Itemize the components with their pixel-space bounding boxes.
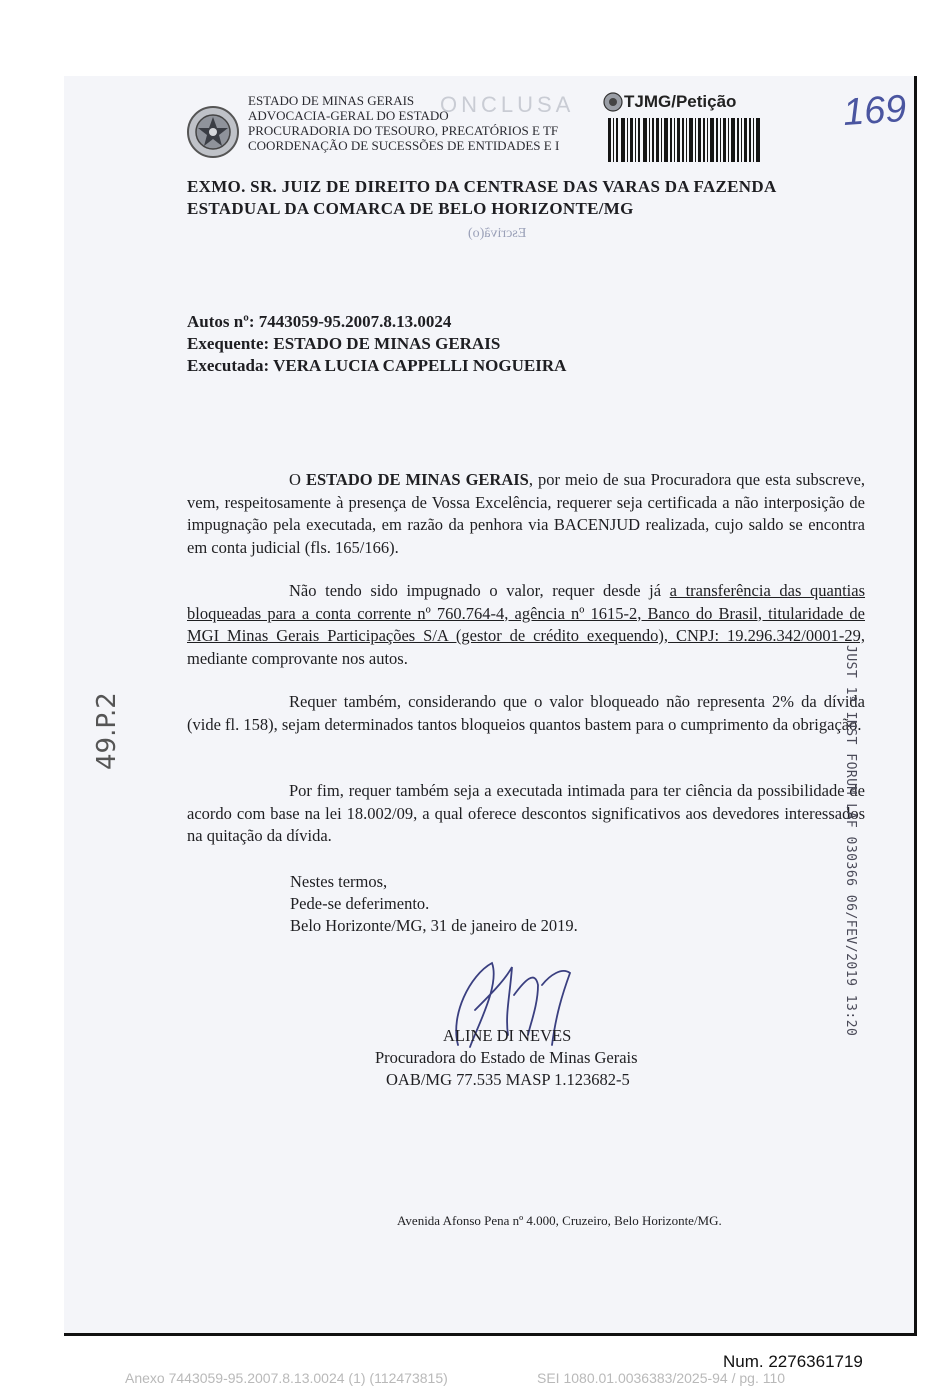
document-number: Num. 2276361719	[723, 1352, 863, 1371]
closing-date: Belo Horizonte/MG, 31 de janeiro de 2019.	[290, 916, 578, 935]
case-number: Autos nº: 7443059-95.2007.8.13.0024	[187, 312, 452, 331]
scan-bottom-edge	[64, 1333, 917, 1336]
closing-line-1: Nestes termos,	[290, 872, 388, 891]
closing-line-2: Pede-se deferimento.	[290, 894, 430, 913]
paragraph-1	[187, 469, 865, 559]
paragraph-4	[187, 780, 865, 848]
header-line-state: ESTADO DE MINAS GERAIS	[248, 93, 415, 108]
protocol-stamp: JUST 1ª INST FORUM LAF 030366 06/FEV/2019 13:20	[843, 645, 858, 1037]
margin-annotation: 49.P.2	[92, 692, 122, 770]
address-footer: Avenida Afonso Pena nº 4.000, Cruzeiro, Belo Horizonte/MG.	[397, 1213, 722, 1228]
header-line-department: PROCURADORIA DO TESOURO, PRECATÓRIOS E TF	[248, 123, 559, 138]
bleed-through-text: Escrivã(o)	[468, 226, 527, 241]
stamp-label: TJMG/Petição	[624, 92, 737, 111]
paragraph-1-lead: O	[289, 470, 306, 489]
sei-reference: SEI 1080.01.0036383/2025-94 / pg. 110	[537, 1370, 786, 1386]
paragraph-3	[187, 691, 865, 736]
case-defendant: Executada: VERA LUCIA CAPPELLI NOGUEIRA	[187, 356, 567, 375]
signatory-name: ALINE DI NEVES	[443, 1026, 572, 1045]
folio-number: 169	[841, 87, 908, 135]
scan-right-edge	[914, 76, 917, 1336]
header-line-agency: ADVOCACIA-GERAL DO ESTADO	[248, 108, 449, 123]
case-plaintiff: Exequente: ESTADO DE MINAS GERAIS	[187, 334, 501, 353]
barcode	[608, 118, 763, 162]
paragraph-1-bold: ESTADO DE MINAS GERAIS	[305, 470, 529, 489]
addressee-line-1: EXMO. SR. JUIZ DE DIREITO DA CENTRASE DAS VARAS DA FAZENDA	[187, 177, 777, 196]
coat-of-arms-seal	[186, 105, 240, 159]
paragraph-4-text: Por fim, requer também seja a executada intimada para ter ciência da possibilidade de acordo com base na lei 18.002/09, a qual oferece descontos significativos aos devedores interessados na quitação da dívida.	[187, 781, 865, 845]
annex-reference: Anexo 7443059-95.2007.8.13.0024 (1) (112473815)	[125, 1370, 448, 1386]
signatory-title: Procuradora do Estado de Minas Gerais	[375, 1048, 638, 1067]
paragraph-2-rest: mediante comprovante nos autos.	[187, 648, 408, 668]
header-line-coordination: COORDENAÇÃO DE SUCESSÕES DE ENTIDADES E I	[248, 138, 560, 153]
paragraph-2-lead: Não tendo sido impugnado o valor, requer desde já	[289, 581, 670, 600]
paragraph-2	[187, 580, 865, 670]
paragraph-1-rest: , por meio de sua Procuradora que esta subscreve, vem, respeitosamente à presença de Vossa Excelência, requerer seja certificada a não interposição de impugnação pela executada, em razão da penhora via BACENJUD realizada, cujo saldo se encontra em conta judicial (fls. 165/166).	[187, 470, 866, 557]
addressee-line-2: ESTADUAL DA COMARCA DE BELO HORIZONTE/MG	[187, 199, 634, 218]
tjmg-seal-icon	[603, 92, 623, 112]
paragraph-2-underlined: a transferência das quantias bloqueadas para a conta corrente nº 760.764-4, agência nº 1615-2, Banco do Brasil, titularidade de MGI Minas Gerais Participações S/A (gestor de crédito exequendo), CNPJ: 19.296.342/0001-29,	[187, 581, 865, 645]
signatory-registration: OAB/MG 77.535 MASP 1.123682-5	[386, 1070, 630, 1089]
paragraph-3-text: Requer também, considerando que o valor bloqueado não representa 2% da dívida (vide fl. 158), sejam determinados tantos bloqueios quantos bastem para o cumprimento da obrigação.	[187, 692, 865, 734]
background-watermark: ONCLUSA	[440, 92, 575, 117]
